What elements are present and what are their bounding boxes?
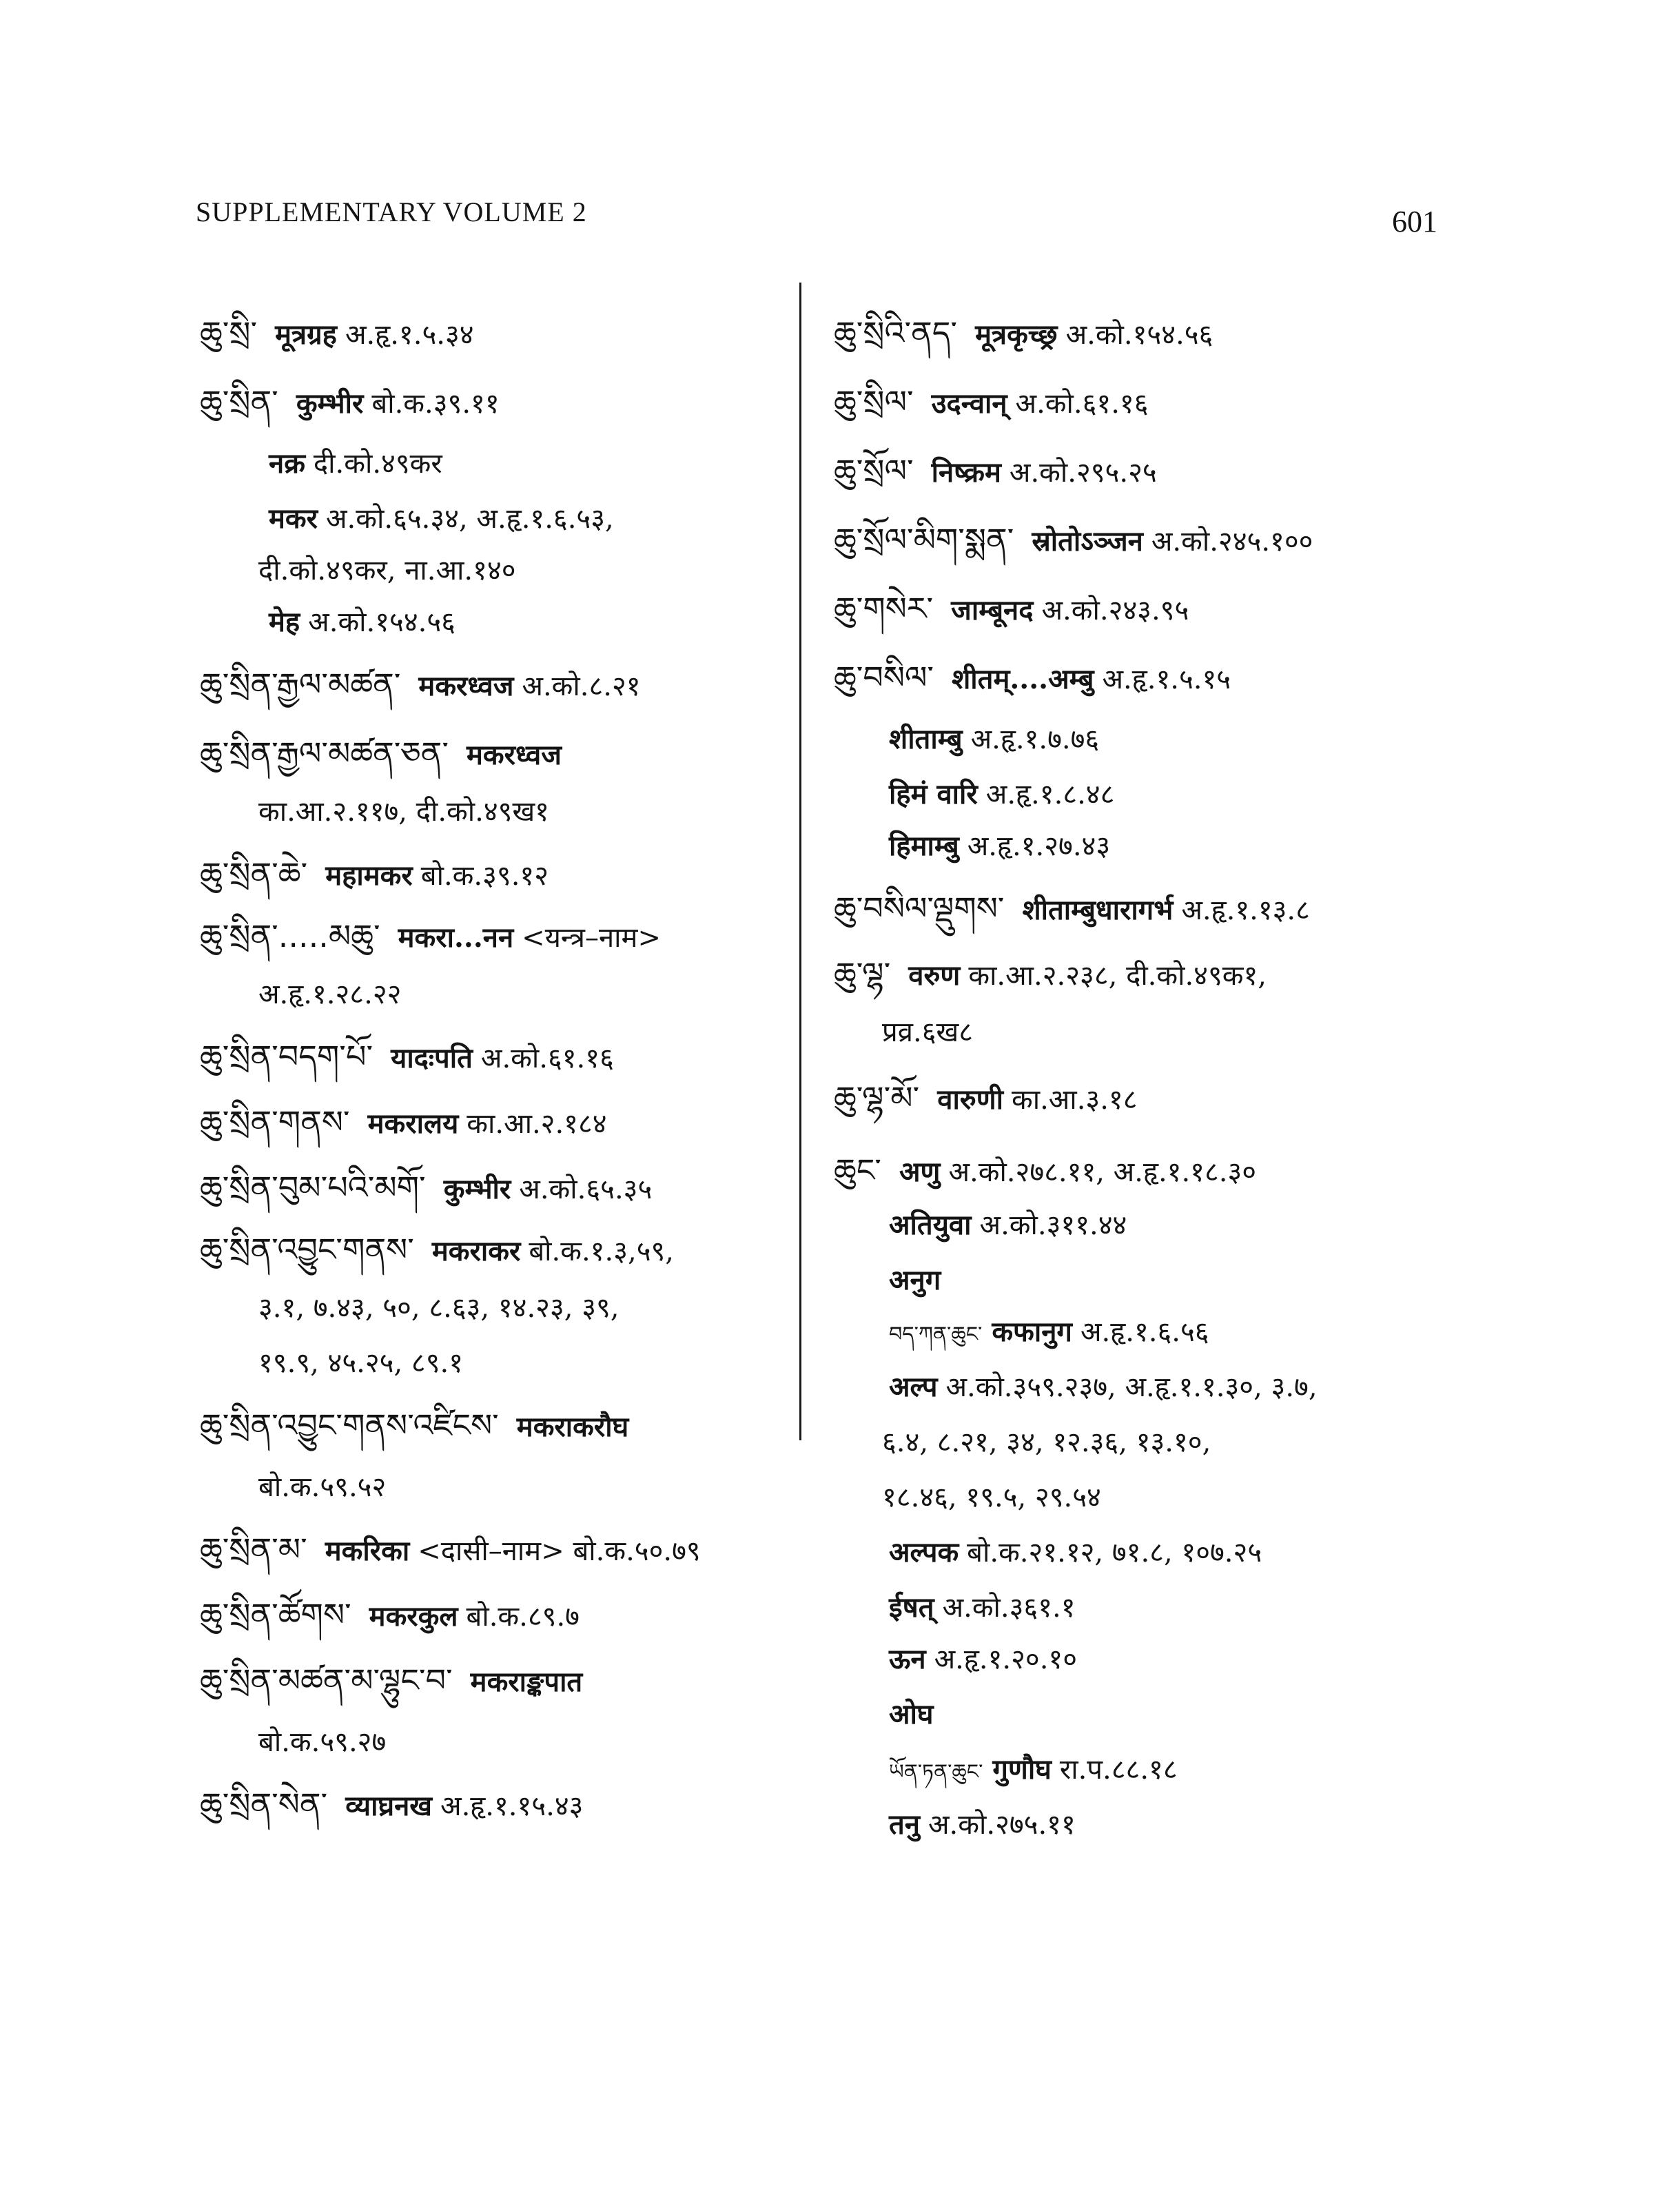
source-reference: अ.को.२४५.१००	[1151, 526, 1313, 558]
source-reference: अ.को.१५४.५६	[308, 606, 455, 638]
source-reference: अ.को.८.२१	[522, 671, 641, 702]
sanskrit-equivalent: नक्र	[269, 447, 305, 480]
dictionary-line	[200, 1785, 583, 1826]
sanskrit-equivalent: अनुग	[889, 1264, 941, 1296]
source-reference: बो.क.३९.१२	[420, 860, 549, 892]
source-reference: दी.को.४९कर	[313, 448, 442, 480]
sanskrit-equivalent: गुणौघ	[992, 1753, 1052, 1786]
source-reference: अ.हृ.१.८.४८	[985, 779, 1115, 810]
sanskrit-equivalent: निष्क्रम	[931, 456, 1001, 489]
source-reference: बो.क.२१.१२, ७१.८, १०७.२५	[967, 1537, 1262, 1568]
tibetan-headword: ཆུ་སྲིན་ཆེ་	[200, 855, 308, 892]
source-reference: अ.हृ.१.२७.४३	[967, 830, 1111, 862]
tibetan-headword: ཆུ་སྲིལ་	[834, 383, 914, 420]
source-reference: अ.को.२७८.११, अ.हृ.१.१८.३०	[948, 1156, 1257, 1188]
source-reference: बो.क.५९.२७	[258, 1726, 387, 1758]
tibetan-headword: ཆུ་བསིལ་	[834, 659, 934, 696]
sanskrit-equivalent: वारुणी	[937, 1083, 1004, 1116]
sanskrit-equivalent: शीताम्बु	[889, 723, 963, 755]
sanskrit-equivalent: कुम्भीर	[296, 387, 364, 420]
dictionary-line	[269, 444, 442, 483]
sanskrit-equivalent: मूत्रकृच्छ्र	[975, 318, 1058, 351]
dictionary-line	[834, 314, 1213, 354]
sanskrit-equivalent: व्याघ्रनख	[345, 1790, 433, 1822]
dictionary-line	[889, 1695, 942, 1734]
source-reference: अ.को.२४३.९५	[1041, 595, 1189, 626]
dictionary-line	[889, 1313, 1209, 1354]
source-reference: बो.क.५९.५२	[258, 1471, 387, 1503]
sanskrit-equivalent: महामकर	[325, 859, 413, 892]
dictionary-line	[834, 1079, 1138, 1119]
dictionary-line	[889, 827, 1110, 866]
sanskrit-equivalent: वरुण	[908, 959, 961, 992]
source-reference: अ.हृ.१.७.७६	[970, 724, 1100, 755]
dictionary-line	[834, 382, 1149, 423]
sanskrit-equivalent: ऊन	[889, 1643, 926, 1675]
dictionary-line	[200, 382, 500, 423]
sanskrit-equivalent: मकराङ्कपात	[470, 1666, 583, 1698]
dictionary-line	[200, 917, 661, 957]
sanskrit-equivalent: जाम्बूनद	[951, 594, 1034, 626]
source-reference: अ.को.३५९.२३७, अ.हृ.१.१.३०, ३.७,	[945, 1371, 1318, 1403]
tibetan-headword: ཆུ་སྲིན་འབྱུང་གནས་འཛིངས་	[200, 1407, 499, 1444]
sanskrit-equivalent: अल्पक	[889, 1536, 959, 1568]
dictionary-line	[258, 1723, 386, 1761]
dictionary-line	[258, 1344, 463, 1382]
tibetan-headword: ཆུ་སྲོལ་མིག་སྨན་	[834, 521, 1014, 558]
tibetan-headword: ཆུ་སྲིན་བུམ་པའི་མགོ་	[200, 1169, 426, 1206]
dictionary-line	[882, 1423, 1211, 1462]
tibetan-headword: ཆུ་ལྷ་མོ་	[834, 1079, 920, 1116]
dictionary-line	[889, 1806, 1076, 1844]
tibetan-headword: ཆུ་སྲིན་མ་	[200, 1531, 307, 1568]
dictionary-line	[882, 1478, 1101, 1517]
sanskrit-equivalent: मकरा...नन	[398, 921, 514, 954]
dictionary-line	[200, 1103, 607, 1143]
page-number: 601	[1392, 205, 1437, 238]
source-reference: बो.क.१.३,५९,	[529, 1236, 675, 1267]
tibetan-headword: ཆུ་གསེར་	[834, 590, 934, 627]
tibetan-headword: ཆུང་	[834, 1152, 881, 1189]
tibetan-headword: ཆུ་སྲིན་བདག་པོ་	[200, 1038, 373, 1075]
dictionary-line	[258, 975, 401, 1014]
tibetan-headword: ཆུ་སྲིན་འབྱུང་གནས་	[200, 1231, 414, 1268]
dictionary-line	[834, 589, 1189, 630]
dictionary-line	[269, 500, 614, 538]
tibetan-headword: ཆུ་སྲིན་རྒྱལ་མཚན་ཅན་	[200, 735, 449, 772]
source-reference: रा.प.८८.१८	[1059, 1754, 1178, 1786]
sanskrit-equivalent: मकराकर	[431, 1235, 521, 1267]
tibetan-headword: ཆུ་སྲིན་གནས་	[200, 1103, 350, 1141]
source-reference: १९.९, ४५.२५, ८९.१	[258, 1347, 464, 1379]
dictionary-line	[834, 954, 1267, 995]
sanskrit-equivalent: मकरकुल	[369, 1600, 458, 1633]
tibetan-headword: ཆུ་སྲིན་མཚན་མ་ལྷུང་བ་	[200, 1662, 453, 1699]
dictionary-line	[889, 1750, 1178, 1792]
sanskrit-equivalent: अतियुवा	[889, 1209, 972, 1241]
dictionary-line	[258, 793, 549, 831]
source-reference: १८.४६, १९.५, २९.५४	[882, 1482, 1101, 1513]
tibetan-headword: ཆུ་ལྷ་	[834, 955, 891, 992]
column-divider	[799, 283, 801, 1440]
sanskrit-equivalent: शीतम्....अम्बु	[952, 663, 1094, 695]
source-reference: अ.हृ.१.२०.१०	[934, 1644, 1078, 1675]
source-reference: अ.को.३११.४४	[979, 1209, 1127, 1241]
dictionary-line	[889, 1206, 1127, 1245]
source-reference: बो.क.८९.७	[466, 1601, 580, 1633]
source-reference: का.आ.२.२३८, दी.को.४९क१,	[968, 960, 1267, 992]
source-reference: अ.हृ.१.५.१५	[1102, 664, 1231, 695]
dictionary-line	[889, 1533, 1262, 1572]
dictionary-line	[889, 1261, 949, 1300]
sanskrit-equivalent: यादःपति	[391, 1042, 473, 1074]
sanskrit-equivalent: ईषत्	[889, 1591, 934, 1624]
source-reference: अ.हृ.१.२८.२२	[258, 979, 402, 1010]
sanskrit-equivalent: स्रोतोऽञ्जन	[1032, 525, 1143, 558]
source-reference: अ.को.६५.३४, अ.हृ.१.६.५३,	[326, 503, 614, 535]
sanskrit-equivalent: हिमाम्बु	[889, 830, 959, 862]
tibetan-headword: ཆུ་བསིལ་ལྡུགས་	[834, 890, 1005, 927]
source-reference: <दासी–नाम> बो.क.५०.७९	[418, 1535, 701, 1567]
tibetan-headword: ཆུ་སྲིན་ཚོགས་	[200, 1596, 351, 1633]
dictionary-line	[889, 1640, 1077, 1679]
source-reference: अ.हृ.१.१३.८	[1181, 895, 1310, 926]
tibetan-headword: ཆུ་སྲིན་.....མཆུ་	[200, 917, 380, 954]
source-reference: दी.को.४९कर, ना.आ.१४०	[258, 555, 516, 586]
dictionary-line	[200, 665, 641, 706]
sanskrit-equivalent: मकरध्वज	[418, 670, 514, 702]
dictionary-line	[258, 1468, 386, 1506]
dictionary-line	[834, 658, 1231, 699]
source-reference: का.आ.२.१८४	[467, 1108, 607, 1140]
sanskrit-equivalent: मकर	[269, 502, 318, 535]
dictionary-line	[889, 1588, 1076, 1627]
sanskrit-equivalent: ओघ	[889, 1698, 934, 1730]
source-reference: अ.को.६१.१६	[480, 1043, 614, 1074]
source-reference: ६.४, ८.२१, ३४, १२.३६, १३.१०,	[882, 1427, 1211, 1458]
source-reference: प्रव्र.६ख८	[882, 1016, 974, 1048]
source-reference: बो.क.३९.११	[371, 388, 500, 420]
dictionary-line	[889, 775, 1114, 814]
sanskrit-equivalent: शीताम्बुधारागर्भ	[1022, 894, 1174, 926]
sanskrit-equivalent: मकरालय	[367, 1107, 459, 1140]
dictionary-line	[200, 1168, 652, 1209]
tibetan-headword: བད་ཀན་ཆུང་	[889, 1322, 983, 1347]
sanskrit-equivalent: अणु	[899, 1156, 941, 1188]
sanskrit-equivalent: मकरिका	[325, 1535, 410, 1567]
running-title: SUPPLEMENTARY VOLUME 2	[196, 196, 587, 227]
sanskrit-equivalent: अल्प	[889, 1371, 938, 1403]
source-reference: ३.१, ७.४३, ५०, ८.६३, १४.२३, ३९,	[258, 1292, 619, 1324]
source-reference: अ.हृ.१.५.३४	[345, 319, 474, 351]
dictionary-line	[200, 1530, 701, 1571]
sanskrit-equivalent: मकराकरौघ	[516, 1411, 629, 1443]
source-reference: अ.को.२७५.११	[928, 1809, 1076, 1841]
sanskrit-equivalent: हिमं वारि	[889, 778, 978, 810]
dictionary-line	[200, 1595, 580, 1636]
dictionary-line	[269, 603, 455, 642]
tibetan-headword: ཆུ་སྲོལ་	[834, 452, 914, 489]
dictionary-line	[200, 734, 570, 775]
dictionary-line	[200, 1406, 637, 1447]
dictionary-line	[200, 1230, 674, 1271]
sanskrit-equivalent: मेह	[269, 606, 300, 638]
dictionary-line	[834, 889, 1310, 930]
source-reference: अ.को.१५४.५६	[1065, 319, 1213, 351]
tibetan-headword: ཆུ་སྲིན་སེན་	[200, 1786, 328, 1823]
dictionary-line	[200, 314, 474, 354]
dictionary-line	[258, 551, 516, 590]
source-reference: <यन्त्र–नाम>	[522, 922, 661, 954]
dictionary-line	[889, 720, 1099, 759]
dictionary-line	[882, 1013, 973, 1052]
dictionary-line	[834, 520, 1313, 561]
sanskrit-equivalent: मूत्रग्रह	[275, 318, 337, 351]
sanskrit-equivalent: मकरध्वज	[467, 739, 562, 771]
source-reference: अ.हृ.१.६.५६	[1080, 1316, 1209, 1348]
tibetan-headword: ཡོན་ཏན་ཆུང་	[889, 1760, 983, 1784]
source-reference: का.आ.३.१८	[1012, 1084, 1138, 1116]
source-reference: अ.को.२९५.२५	[1009, 457, 1157, 489]
source-reference: अ.हृ.१.१५.४३	[440, 1790, 584, 1822]
source-reference: अ.को.३६१.१	[942, 1592, 1076, 1624]
dictionary-line	[834, 1151, 1256, 1192]
dictionary-line	[258, 1289, 619, 1327]
dictionary-line	[200, 855, 549, 895]
tibetan-headword: ཆུ་སྲིན་	[200, 383, 278, 420]
sanskrit-equivalent: तनु	[889, 1808, 920, 1841]
source-reference: का.आ.२.११७, दी.को.४९ख१	[258, 796, 549, 828]
tibetan-headword: ཆུ་སྲིའི་ནད་	[834, 314, 958, 351]
dictionary-line	[889, 1368, 1318, 1407]
source-reference: अ.को.६५.३५	[519, 1174, 653, 1205]
tibetan-headword: ཆུ་སྲི་	[200, 314, 258, 351]
source-reference: अ.को.६१.१६	[1015, 388, 1149, 420]
dictionary-line	[834, 451, 1157, 492]
dictionary-line	[200, 1037, 614, 1078]
sanskrit-equivalent: कफानुग	[992, 1316, 1072, 1348]
tibetan-headword: ཆུ་སྲིན་རྒྱལ་མཚན་	[200, 666, 401, 703]
sanskrit-equivalent: उदन्वान्	[931, 387, 1007, 420]
dictionary-line	[200, 1661, 591, 1702]
sanskrit-equivalent: कुम्भीर	[443, 1173, 511, 1205]
